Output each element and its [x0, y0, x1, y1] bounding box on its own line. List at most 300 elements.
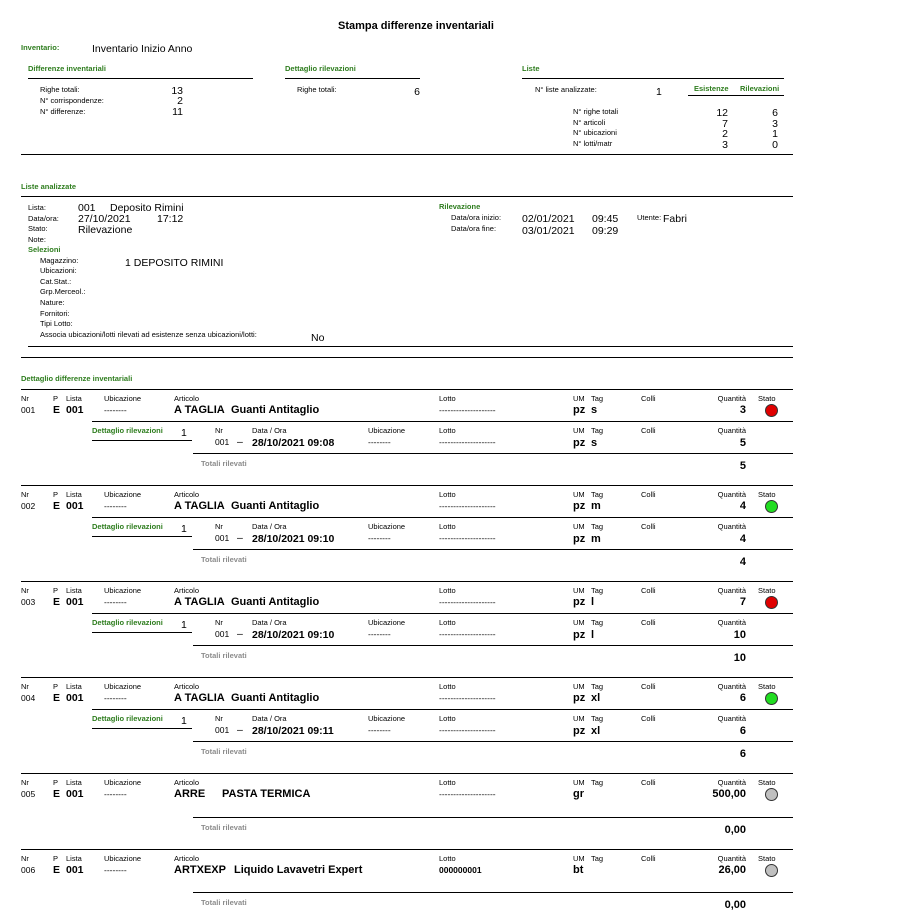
item-nr: 001: [21, 405, 36, 415]
page-title: Stampa differenze inventariali: [338, 20, 494, 32]
totals-label: Totali rilevati: [201, 823, 247, 832]
diff-label: N° differenze:: [40, 107, 86, 116]
item-p: E: [53, 692, 61, 704]
lists-heading: Liste: [522, 64, 540, 73]
detail-dash: –: [237, 628, 243, 640]
detail-lotto-header: Lotto: [439, 618, 456, 627]
item-lotto: --------------------: [439, 789, 496, 799]
detail-heading: Dettaglio rilevazioni: [92, 522, 163, 531]
diff-value: 2: [177, 95, 183, 107]
lists-row-label: N° ubicazioni: [573, 128, 617, 137]
col-lista-header: Lista: [66, 394, 82, 403]
detail-um: pz: [573, 725, 586, 737]
rilevazione-heading: Rilevazione: [439, 202, 481, 211]
col-ubicazione-header: Ubicazione: [104, 778, 142, 787]
col-stato-header: Stato: [758, 854, 776, 863]
detail-heading: Dettaglio rilevazioni: [285, 64, 356, 73]
detail-tag: s: [591, 437, 598, 449]
end-date: 03/01/2021: [522, 225, 575, 237]
divider: [193, 453, 793, 454]
item-nr: 005: [21, 789, 36, 799]
detail-ubicazione-header: Ubicazione: [368, 714, 406, 723]
col-stato-header: Stato: [758, 490, 776, 499]
divider: [92, 517, 793, 518]
detail-colli-header: Colli: [641, 522, 656, 531]
detail-quantita-header: Quantità: [717, 426, 746, 435]
col-tag-header: Tag: [591, 854, 604, 863]
diff-value: 11: [172, 106, 183, 118]
totals-value: 4: [739, 556, 746, 568]
totals-label: Totali rilevati: [201, 555, 247, 564]
item-lista: 001: [66, 864, 84, 876]
item-quantita: 3: [739, 404, 746, 416]
item-lotto: --------------------: [439, 597, 496, 607]
item-code: A TAGLIA: [174, 596, 225, 608]
col-lista-header: Lista: [66, 490, 82, 499]
col-p-header: P: [53, 682, 59, 691]
item-lista: 001: [66, 692, 84, 704]
divider: [92, 536, 192, 537]
totals-value: 10: [733, 652, 746, 664]
col-colli-header: Colli: [641, 586, 656, 595]
detail-lotto-header: Lotto: [439, 426, 456, 435]
col-articolo-header: Articolo: [174, 490, 200, 499]
item-quantita: 7: [739, 596, 746, 608]
col-tag-header: Tag: [591, 490, 604, 499]
status-indicator: [765, 596, 778, 609]
item-ubicazione: --------: [104, 693, 127, 703]
detail-tag-header: Tag: [591, 426, 604, 435]
totals-value: 6: [739, 748, 746, 760]
item-ubicazione: --------: [104, 865, 127, 875]
col-lista-header: Lista: [66, 778, 82, 787]
lista-code: 001: [78, 202, 96, 214]
detail-um: pz: [573, 629, 586, 641]
item-tag: xl: [591, 692, 601, 704]
detail-nr: 001: [215, 629, 230, 639]
detail-dash: –: [237, 436, 243, 448]
col-articolo-header: Articolo: [174, 586, 200, 595]
item-um: pz: [573, 692, 586, 704]
diff-label: Righe totali:: [40, 85, 80, 94]
detail-tag: xl: [591, 725, 601, 737]
col-nr-header: Nr: [21, 682, 29, 691]
col-um-header: UM: [573, 682, 585, 691]
detail-ubicazione: --------: [368, 629, 391, 639]
detection-value: 1: [772, 128, 778, 140]
divider: [21, 154, 793, 155]
detail-ubicazione-header: Ubicazione: [368, 426, 406, 435]
selezioni-label: Ubicazioni:: [40, 266, 77, 275]
detail-count: 1: [181, 715, 187, 727]
col-tag-header: Tag: [591, 586, 604, 595]
detail-value: 6: [414, 86, 420, 98]
assoc-label: Associa ubicazioni/lotti rilevati ad esistenze senza ubicazioni/lotti:: [40, 330, 257, 339]
detail-count: 1: [181, 523, 187, 535]
item-quantita: 500,00: [712, 788, 746, 800]
item-description: Liquido Lavavetri Expert: [234, 864, 363, 876]
col-nr-header: Nr: [21, 490, 29, 499]
item-ubicazione: --------: [104, 597, 127, 607]
item-nr: 003: [21, 597, 36, 607]
col-colli-header: Colli: [641, 778, 656, 787]
col-nr-header: Nr: [21, 394, 29, 403]
status-indicator: [765, 788, 778, 801]
divider: [92, 421, 793, 422]
item-tag: l: [591, 596, 595, 608]
item-nr: 006: [21, 865, 36, 875]
divider: [21, 677, 793, 678]
status-indicator: [765, 864, 778, 877]
col-colli-header: Colli: [641, 682, 656, 691]
item-um: pz: [573, 500, 586, 512]
col-colli-header: Colli: [641, 394, 656, 403]
item-nr: 004: [21, 693, 36, 703]
divider: [688, 95, 784, 96]
divider: [21, 849, 793, 850]
detail-dataora: 28/10/2021 09:08: [252, 437, 335, 449]
detection-value: 3: [772, 118, 778, 130]
inventory-name: Inventario Inizio Anno: [92, 43, 193, 55]
detail-dataora-header: Data / Ora: [252, 618, 287, 627]
detail-lotto: --------------------: [439, 437, 496, 447]
lists-row-label: N° righe totali: [573, 107, 619, 116]
item-lista: 001: [66, 404, 84, 416]
lists-value: 1: [656, 86, 662, 98]
start-date: 02/01/2021: [522, 213, 575, 225]
divider: [21, 581, 793, 582]
detail-lotto: --------------------: [439, 725, 496, 735]
divider: [21, 773, 793, 774]
start-time: 09:45: [592, 213, 619, 225]
detail-nr-header: Nr: [215, 426, 223, 435]
magazzino-value: 1 DEPOSITO RIMINI: [125, 257, 224, 269]
detail-ubicazione-header: Ubicazione: [368, 522, 406, 531]
col-nr-header: Nr: [21, 586, 29, 595]
stato-label: Stato:: [28, 224, 48, 233]
divider: [193, 741, 793, 742]
detail-nr: 001: [215, 437, 230, 447]
col-tag-header: Tag: [591, 682, 604, 691]
divider: [92, 709, 793, 710]
divider: [92, 613, 793, 614]
divider: [92, 632, 192, 633]
detail-colli-header: Colli: [641, 618, 656, 627]
item-um: pz: [573, 596, 586, 608]
item-p: E: [53, 404, 61, 416]
col-lotto-header: Lotto: [439, 586, 456, 595]
detail-dash: –: [237, 724, 243, 736]
totals-value: 0,00: [724, 899, 746, 911]
col-articolo-header: Articolo: [174, 778, 200, 787]
detail-um-header: UM: [573, 426, 585, 435]
selezioni-label: Magazzino:: [40, 256, 79, 265]
detail-quantita: 6: [739, 725, 746, 737]
col-lotto-header: Lotto: [439, 854, 456, 863]
col-lista-header: Lista: [66, 854, 82, 863]
detail-quantita-header: Quantità: [717, 522, 746, 531]
divider: [21, 485, 793, 486]
detail-colli-header: Colli: [641, 714, 656, 723]
totals-value: 5: [739, 460, 746, 472]
col-stato-header: Stato: [758, 778, 776, 787]
totals-value: 0,00: [724, 824, 746, 836]
col-lotto-header: Lotto: [439, 490, 456, 499]
col-articolo-header: Articolo: [174, 394, 200, 403]
detail-nr-header: Nr: [215, 618, 223, 627]
existence-value: 3: [722, 139, 728, 151]
selezioni-heading: Selezioni: [28, 245, 61, 254]
col-p-header: P: [53, 778, 59, 787]
analyzed-heading: Liste analizzate: [21, 182, 77, 191]
lista-date: 27/10/2021: [78, 213, 131, 225]
existence-value: 2: [722, 128, 728, 140]
col-lista-header: Lista: [66, 586, 82, 595]
detail-quantita: 5: [739, 437, 746, 449]
detail-dataora: 28/10/2021 09:11: [252, 725, 334, 737]
detail-lotto-header: Lotto: [439, 714, 456, 723]
detection-value: 0: [772, 139, 778, 151]
col-ubicazione-header: Ubicazione: [104, 490, 142, 499]
detail-heading: Dettaglio rilevazioni: [92, 618, 163, 627]
col-articolo-header: Articolo: [174, 682, 200, 691]
item-ubicazione: --------: [104, 405, 127, 415]
item-quantita: 4: [739, 500, 746, 512]
col-stato-header: Stato: [758, 586, 776, 595]
selezioni-label: Fornitori:: [40, 309, 70, 318]
detail-um: pz: [573, 533, 586, 545]
detail-count: 1: [181, 427, 187, 439]
divider: [522, 78, 784, 79]
status-indicator: [765, 692, 778, 705]
totals-label: Totali rilevati: [201, 651, 247, 660]
detail-lotto: --------------------: [439, 629, 496, 639]
col-articolo-header: Articolo: [174, 854, 200, 863]
detail-nr: 001: [215, 725, 230, 735]
col-detection: Rilevazioni: [740, 84, 780, 93]
item-quantita: 6: [739, 692, 746, 704]
item-ubicazione: --------: [104, 789, 127, 799]
stato-value: Rilevazione: [78, 224, 133, 236]
detail-tag: l: [591, 629, 595, 641]
note-label: Note:: [28, 235, 46, 244]
col-tag-header: Tag: [591, 778, 604, 787]
item-code: A TAGLIA: [174, 692, 225, 704]
item-tag: m: [591, 500, 601, 512]
detail-um-header: UM: [573, 714, 585, 723]
item-nr: 002: [21, 501, 36, 511]
detail-lotto: --------------------: [439, 533, 496, 543]
col-lotto-header: Lotto: [439, 394, 456, 403]
col-um-header: UM: [573, 778, 585, 787]
col-ubicazione-header: Ubicazione: [104, 394, 142, 403]
item-quantita: 26,00: [718, 864, 746, 876]
detail-dataora-header: Data / Ora: [252, 522, 287, 531]
detail-heading: Dettaglio rilevazioni: [92, 714, 163, 723]
col-colli-header: Colli: [641, 490, 656, 499]
item-description: Guanti Antitaglio: [231, 500, 320, 512]
diff-label: N° corrispondenze:: [40, 96, 104, 105]
status-indicator: [765, 500, 778, 513]
item-p: E: [53, 596, 61, 608]
detail-nr-header: Nr: [215, 714, 223, 723]
detail-dataora-header: Data / Ora: [252, 426, 287, 435]
lista-name: Deposito Rimini: [110, 202, 184, 214]
col-quantita-header: Quantità: [717, 778, 746, 787]
detail-dataora: 28/10/2021 09:10: [252, 629, 335, 641]
detail-ubicazione: --------: [368, 725, 391, 735]
dataora-label: Data/ora:: [28, 214, 59, 223]
item-p: E: [53, 788, 61, 800]
col-lotto-header: Lotto: [439, 778, 456, 787]
diff-heading: Differenze inventariali: [28, 64, 106, 73]
detail-quantita-header: Quantità: [717, 714, 746, 723]
status-indicator: [765, 404, 778, 417]
item-lista: 001: [66, 500, 84, 512]
item-ubicazione: --------: [104, 501, 127, 511]
selezioni-label: Grp.Merceol.:: [40, 287, 86, 296]
item-description: PASTA TERMICA: [222, 788, 311, 800]
lists-row-label: N° articoli: [573, 118, 606, 127]
lists-label: N° liste analizzate:: [535, 85, 597, 94]
divider: [21, 196, 793, 197]
item-lotto: --------------------: [439, 693, 496, 703]
detail-quantita: 10: [733, 629, 746, 641]
item-description: Guanti Antitaglio: [231, 404, 320, 416]
end-label: Data/ora fine:: [451, 224, 497, 233]
lista-time: 17:12: [157, 213, 184, 225]
divider: [28, 346, 793, 347]
item-code: ARRE: [174, 788, 206, 800]
col-quantita-header: Quantità: [717, 854, 746, 863]
item-code: A TAGLIA: [174, 500, 225, 512]
col-colli-header: Colli: [641, 854, 656, 863]
col-um-header: UM: [573, 586, 585, 595]
col-p-header: P: [53, 490, 59, 499]
detail-um-header: UM: [573, 618, 585, 627]
col-ubicazione-header: Ubicazione: [104, 854, 142, 863]
user-label: Utente:: [637, 213, 662, 222]
end-time: 09:29: [592, 225, 619, 237]
col-lista-header: Lista: [66, 682, 82, 691]
item-um: bt: [573, 864, 584, 876]
existence-value: 12: [716, 107, 728, 119]
detail-dataora: 28/10/2021 09:10: [252, 533, 335, 545]
diff-value: 13: [171, 85, 183, 97]
detail-ubicazione: --------: [368, 437, 391, 447]
divider: [92, 728, 192, 729]
col-um-header: UM: [573, 854, 585, 863]
divider: [285, 78, 420, 79]
detail-ubicazione-header: Ubicazione: [368, 618, 406, 627]
start-label: Data/ora inizio:: [451, 213, 502, 222]
col-ubicazione-header: Ubicazione: [104, 586, 142, 595]
col-p-header: P: [53, 586, 59, 595]
col-existence: Esistenze: [694, 84, 729, 93]
detail-nr-header: Nr: [215, 522, 223, 531]
details-heading: Dettaglio differenze inventariali: [21, 374, 133, 383]
item-lotto: --------------------: [439, 501, 496, 511]
detection-value: 6: [772, 107, 778, 119]
detail-tag-header: Tag: [591, 618, 604, 627]
detail-dash: –: [237, 532, 243, 544]
item-lotto: --------------------: [439, 405, 496, 415]
totals-label: Totali rilevati: [201, 898, 247, 907]
inventory-label: Inventario:: [21, 43, 60, 52]
existence-value: 7: [722, 118, 728, 130]
item-lista: 001: [66, 596, 84, 608]
detail-tag: m: [591, 533, 601, 545]
col-quantita-header: Quantità: [717, 490, 746, 499]
col-ubicazione-header: Ubicazione: [104, 682, 142, 691]
divider: [193, 549, 793, 550]
selezioni-label: Tipi Lotto:: [40, 319, 73, 328]
item-lista: 001: [66, 788, 84, 800]
divider: [193, 892, 793, 893]
user-value: Fabri: [663, 213, 687, 225]
col-um-header: UM: [573, 490, 585, 499]
col-stato-header: Stato: [758, 394, 776, 403]
detail-nr: 001: [215, 533, 230, 543]
detail-lotto-header: Lotto: [439, 522, 456, 531]
divider: [28, 78, 253, 79]
col-quantita-header: Quantità: [717, 394, 746, 403]
divider: [193, 817, 793, 818]
divider: [193, 645, 793, 646]
totals-label: Totali rilevati: [201, 747, 247, 756]
detail-tag-header: Tag: [591, 714, 604, 723]
item-um: pz: [573, 404, 586, 416]
assoc-value: No: [311, 332, 325, 344]
detail-tag-header: Tag: [591, 522, 604, 531]
item-p: E: [53, 864, 61, 876]
divider: [21, 357, 793, 358]
detail-quantita-header: Quantità: [717, 618, 746, 627]
col-stato-header: Stato: [758, 682, 776, 691]
item-p: E: [53, 500, 61, 512]
divider: [92, 440, 192, 441]
detail-um: pz: [573, 437, 586, 449]
selezioni-label: Cat.Stat.:: [40, 277, 72, 286]
col-um-header: UM: [573, 394, 585, 403]
item-lotto: 000000001: [439, 865, 482, 875]
col-lotto-header: Lotto: [439, 682, 456, 691]
detail-heading: Dettaglio rilevazioni: [92, 426, 163, 435]
col-quantita-header: Quantità: [717, 682, 746, 691]
lists-row-label: N° lotti/matr: [573, 139, 613, 148]
selezioni-label: Nature:: [40, 298, 65, 307]
detail-label: Righe totali:: [297, 85, 337, 94]
item-description: Guanti Antitaglio: [231, 596, 320, 608]
item-description: Guanti Antitaglio: [231, 692, 320, 704]
item-um: gr: [573, 788, 584, 800]
col-quantita-header: Quantità: [717, 586, 746, 595]
item-tag: s: [591, 404, 598, 416]
col-nr-header: Nr: [21, 854, 29, 863]
detail-ubicazione: --------: [368, 533, 391, 543]
detail-dataora-header: Data / Ora: [252, 714, 287, 723]
detail-colli-header: Colli: [641, 426, 656, 435]
col-p-header: P: [53, 854, 59, 863]
totals-label: Totali rilevati: [201, 459, 247, 468]
lista-label: Lista:: [28, 203, 46, 212]
detail-count: 1: [181, 619, 187, 631]
col-tag-header: Tag: [591, 394, 604, 403]
detail-quantita: 4: [739, 533, 746, 545]
col-p-header: P: [53, 394, 59, 403]
col-nr-header: Nr: [21, 778, 29, 787]
item-code: A TAGLIA: [174, 404, 225, 416]
